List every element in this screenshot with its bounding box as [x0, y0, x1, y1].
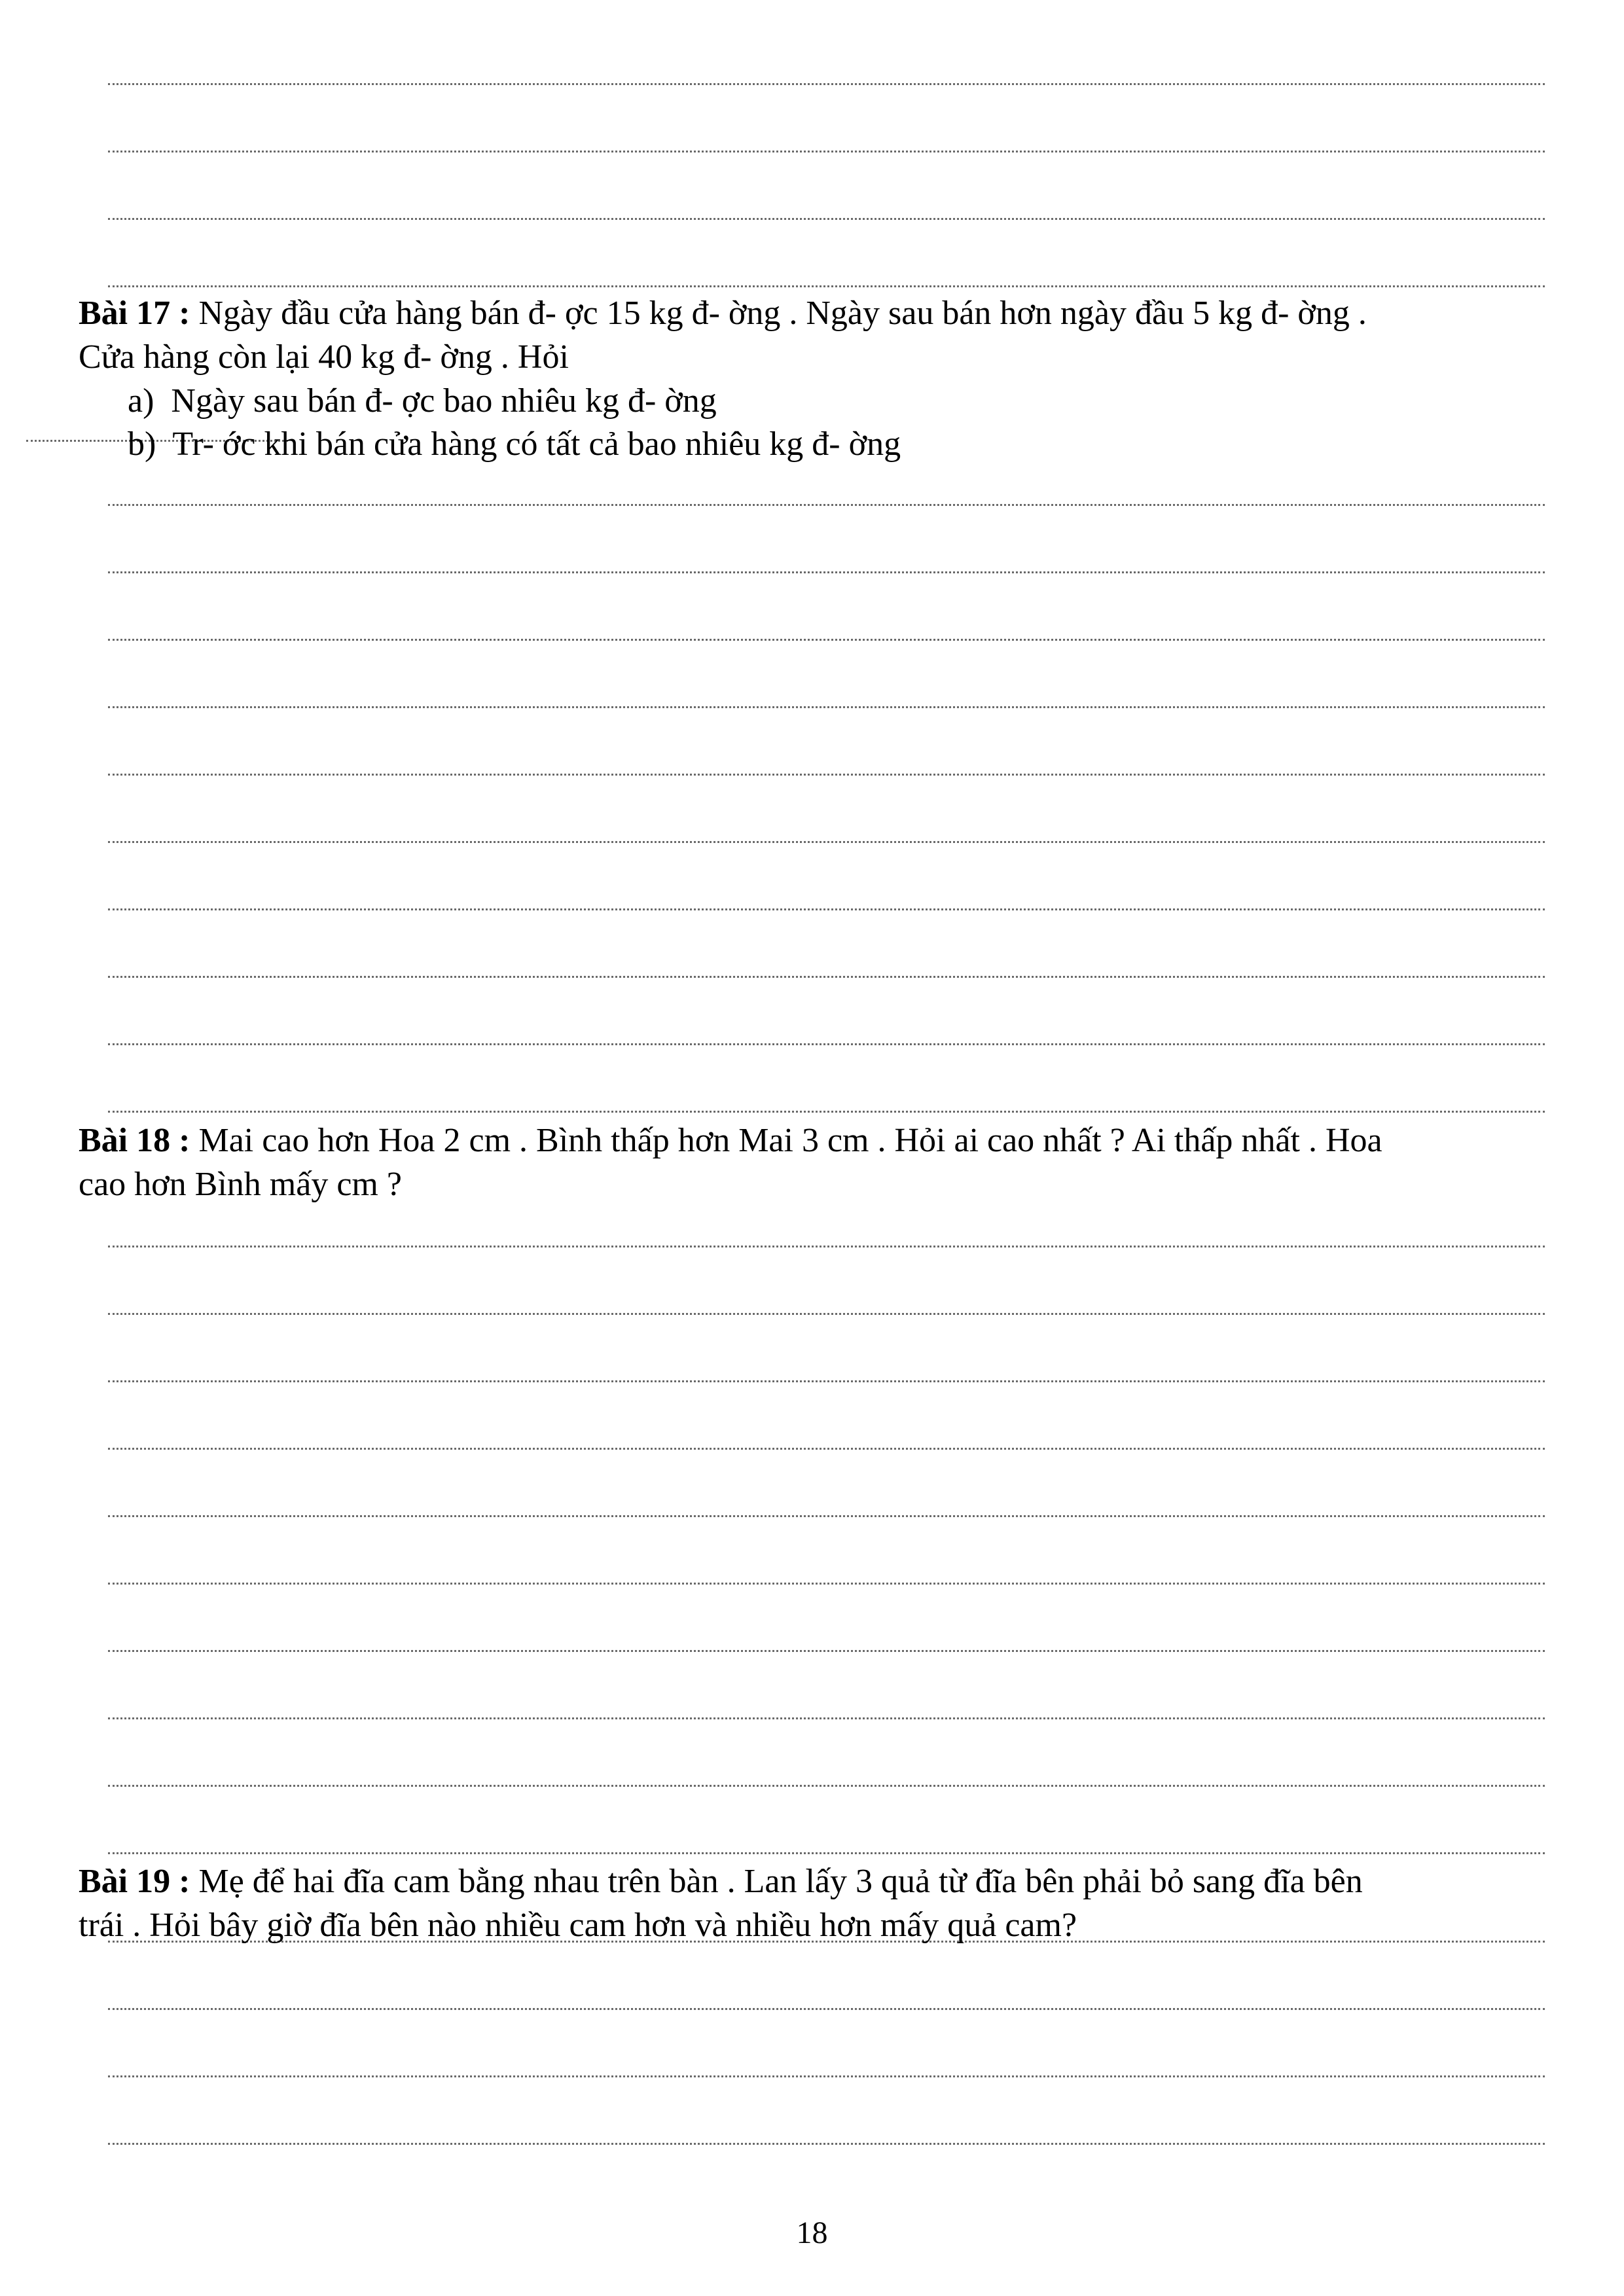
- answer-line: [108, 1717, 1545, 1719]
- answer-line: [108, 1111, 1545, 1113]
- page-number: 18: [796, 2215, 828, 2250]
- answer-line: [108, 976, 1545, 978]
- answer-line: [108, 1380, 1545, 1382]
- answer-line: [108, 639, 1545, 641]
- answer-line: [108, 1448, 1545, 1450]
- exercise-17-text-1: Ngày đầu cửa hàng bán đ- ợc 15 kg đ- ờng . Ngày sau bán hơn ngày đầu 5 kg đ- ờng .: [190, 295, 1367, 332]
- answer-line: [108, 774, 1545, 776]
- answer-line: [108, 1246, 1545, 1247]
- exercise-17-line-1: [79, 292, 1367, 335]
- answer-line: [108, 1650, 1545, 1652]
- exercise-19-text-2: trái . Hỏi bây giờ đĩa bên nào nhiều cam hơn và nhiều hơn mấy quả cam?: [79, 1907, 1077, 1944]
- exercise-18-text-2: cao hơn Bình mấy cm ?: [79, 1166, 402, 1203]
- answer-line: [108, 1785, 1545, 1787]
- answer-line: [108, 2008, 1545, 2010]
- answer-line: [108, 151, 1545, 152]
- exercise-17-item-b: [128, 423, 901, 466]
- exercise-17-label: Bài 17 :: [79, 295, 190, 332]
- answer-line: [108, 2143, 1545, 2145]
- answer-line: [108, 2075, 1545, 2077]
- exercise-18-label: Bài 18 :: [79, 1122, 190, 1159]
- exercise-19-line-1: [79, 1860, 1363, 1903]
- answer-line: [108, 1852, 1545, 1854]
- answer-line: [108, 218, 1545, 220]
- item-text: Tr- ớc khi bán cửa hàng có tất cả bao nhiêu kg đ- ờng: [172, 425, 901, 463]
- exercise-17-text-2: Cửa hàng còn lại 40 kg đ- ờng . Hỏi: [79, 338, 569, 376]
- exercise-17-item-a: [128, 380, 717, 423]
- answer-line: [108, 1043, 1545, 1045]
- answer-line: [108, 908, 1545, 910]
- exercise-19-text-1: Mẹ để hai đĩa cam bằng nhau trên bàn . Lan lấy 3 quả từ đĩa bên phải bỏ sang đĩa bên: [190, 1863, 1363, 1900]
- exercise-18-line-1: [79, 1119, 1382, 1162]
- answer-line: [108, 504, 1545, 506]
- answer-line: [108, 1583, 1545, 1585]
- answer-line: [108, 706, 1545, 708]
- item-marker: b): [128, 425, 156, 463]
- exercise-18-text-1: Mai cao hơn Hoa 2 cm . Bình thấp hơn Mai 3 cm . Hỏi ai cao nhất ? Ai thấp nhất . Hoa: [190, 1122, 1382, 1159]
- item-text: Ngày sau bán đ- ợc bao nhiêu kg đ- ờng: [171, 382, 717, 420]
- answer-line: [108, 1515, 1545, 1517]
- answer-line: [108, 1313, 1545, 1315]
- answer-line: [108, 571, 1545, 573]
- answer-line: [108, 285, 1545, 287]
- item-marker: a): [128, 382, 154, 420]
- answer-line: [108, 841, 1545, 843]
- exercise-19-label: Bài 19 :: [79, 1863, 190, 1900]
- answer-line: [108, 83, 1545, 85]
